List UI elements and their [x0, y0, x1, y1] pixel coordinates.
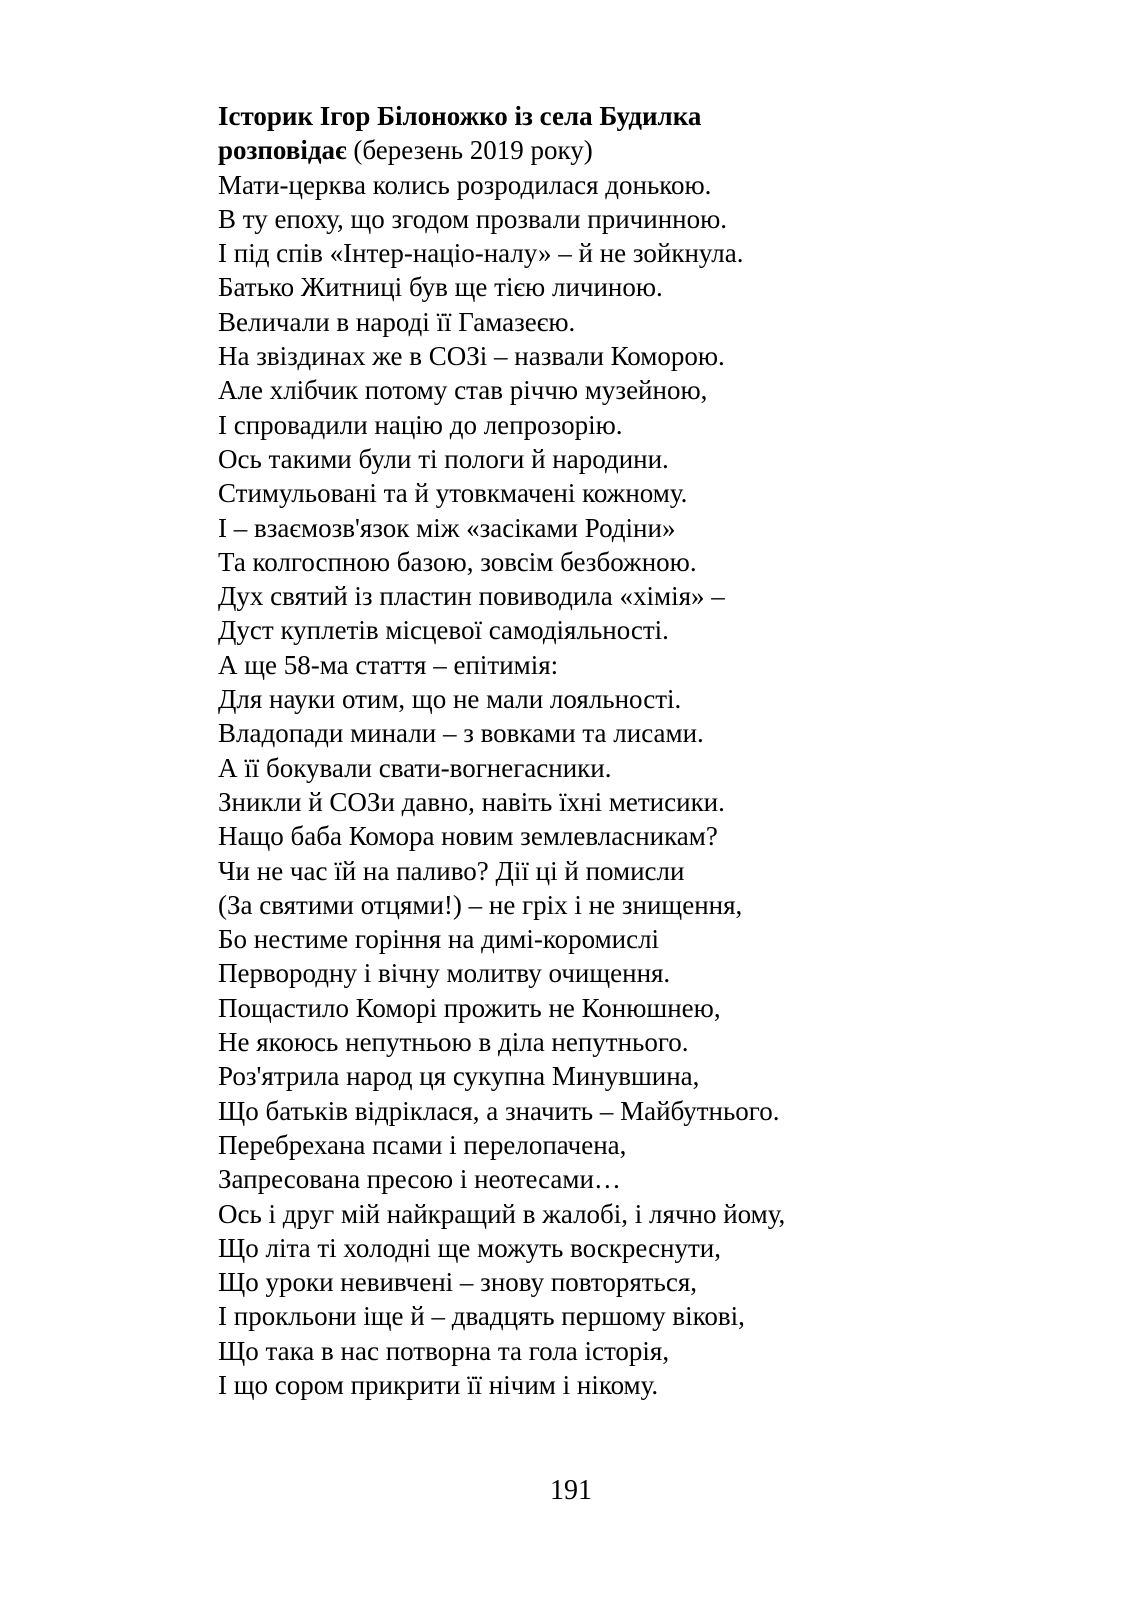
- poem-line: Та колгоспною базою, зовсім безбожною.: [218, 546, 697, 577]
- poem-line: Перебрехана псами і перелопачена,: [218, 1129, 627, 1160]
- poem-line: Ось такими були ті пологи й народини.: [218, 443, 669, 474]
- poem-line: Але хлібчик потому став річчю музейною,: [218, 375, 708, 406]
- poem-line: Величали в народі її Гамазеєю.: [218, 306, 576, 337]
- poem-line: Що уроки невивчені – знову повторяться,: [218, 1267, 698, 1298]
- poem-line: Що така в нас потворна та гола історія,: [218, 1335, 670, 1366]
- poem-title: Історик Ігор Білоножко із села Будилка: [218, 101, 702, 131]
- poem-line: Мати-церква колись розродилася донькою.: [218, 169, 712, 200]
- poem-line: Роз'ятрила народ ця сукупна Минувшина,: [218, 1061, 700, 1092]
- poem-line: Зникли й СОЗи давно, навіть їхні метисики.: [218, 786, 725, 817]
- poem-line: І прокльони іще й – двадцять першому вікові,: [218, 1301, 745, 1332]
- poem-line: Що літа ті холодні ще можуть воскреснути,: [218, 1232, 722, 1263]
- poem-line: Дуст куплетів місцевої самодіяльності.: [218, 615, 669, 646]
- poem-line: Первородну і вічну молитву очищення.: [218, 958, 671, 989]
- poem-line: І – взаємозв'язок між «засіками Родіни»: [218, 512, 676, 543]
- poem-line: А ще 58-ма стаття – епітимія:: [218, 649, 559, 680]
- poem-line: Для науки отим, що не мали лояльності.: [218, 684, 682, 715]
- poem-subtitle-date: (березень 2019 року): [346, 135, 593, 166]
- page-number: 191: [550, 1475, 592, 1506]
- poem-line: І під спів «Інтер-націо-налу» – й не зойкнула.: [218, 238, 744, 269]
- poem-line: Не якоюсь непутньою в діла непутнього.: [218, 1027, 689, 1058]
- poem-line: А її бокували свати-вогнегасники.: [218, 752, 612, 783]
- poem-lines: [218, 168, 1098, 1403]
- poem-line: І що сором прикрити її нічим і нікому.: [218, 1369, 659, 1400]
- poem-subtitle: [218, 133, 1098, 167]
- poem-line: І спровадили націю до лепрозорію.: [218, 409, 623, 440]
- poem-block: [218, 99, 1098, 1402]
- poem-line: Що батьків відріклася, а значить – Майбутнього.: [218, 1095, 780, 1126]
- poem-line: Владопади минали – з вовками та лисами.: [218, 718, 704, 749]
- poem-line: Запресована пресою і неотесами…: [218, 1164, 621, 1195]
- poem-subtitle-verb: розповідає: [218, 135, 347, 166]
- poem-line: На звіздинах же в СОЗі – назвали Коморою.: [218, 341, 725, 372]
- poem-line: Ось і друг мій найкращий в жалобі, і лячно йому,: [218, 1198, 786, 1229]
- poem-line: В ту епоху, що згодом прозвали причинною.: [218, 203, 728, 234]
- poem-line: Батько Житниці був ще тією личиною.: [218, 272, 663, 303]
- poem-line: Дух святий із пластин повиводила «хімія» –: [218, 581, 725, 612]
- poem-line: Бо нестиме горіння на димі-коромислі: [218, 924, 660, 955]
- poem-line: Нащо баба Комора новим землевласникам?: [218, 821, 718, 852]
- poem-line: Чи не час їй на паливо? Дії ці й помисли: [218, 855, 685, 886]
- poem-line: Стимульовані та й утовкмачені кожному.: [218, 478, 688, 509]
- poem-line: Пощастило Коморі прожить не Конюшнею,: [218, 992, 721, 1023]
- poem-line: (За святими отцями!) – не гріх і не знищення,: [218, 889, 743, 920]
